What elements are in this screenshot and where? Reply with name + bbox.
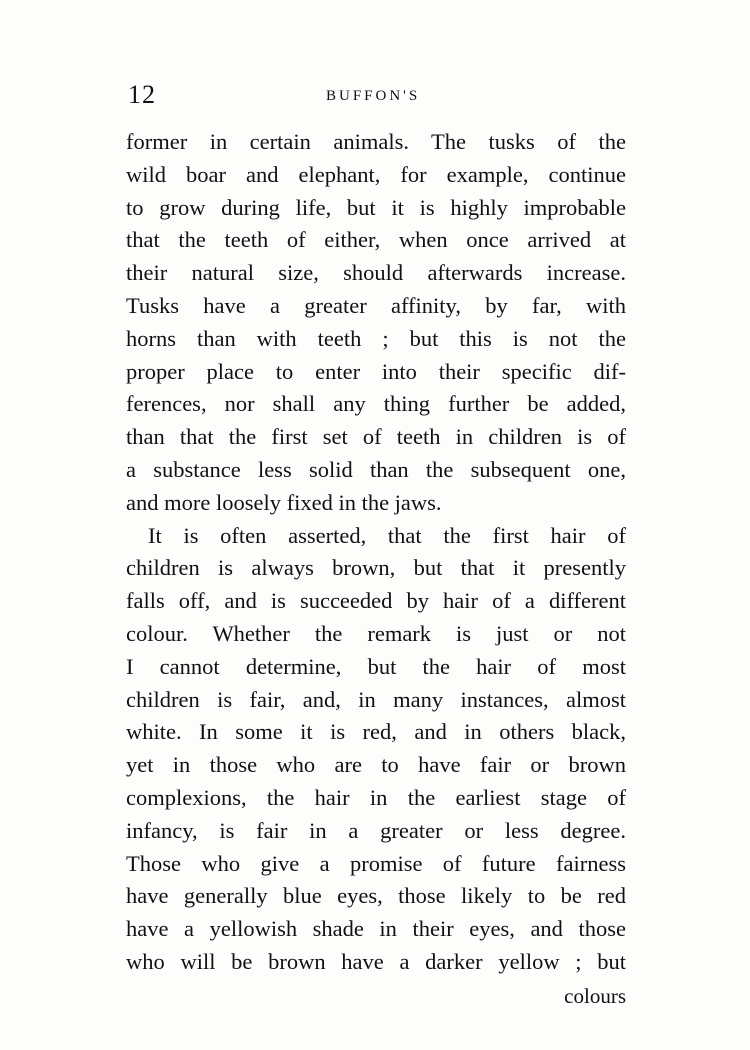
text-line: have generally blue eyes, those likely to be red	[126, 883, 626, 909]
text-line: their natural size, should afterwards increase.	[126, 260, 626, 286]
text-line: complexions, the hair in the earliest stage of	[126, 784, 626, 810]
text-line: to grow during life, but it is highly improbable	[126, 194, 626, 220]
text-line: that the teeth of either, when once arrived at	[126, 227, 626, 253]
text-line: have a yellowish shade in their eyes, and those	[126, 916, 626, 942]
text-line: Tusks have a greater affinity, by far, with	[126, 292, 626, 318]
running-head: BUFFON'S	[326, 88, 421, 104]
text-line: children is fair, and, in many instances, almost	[126, 686, 626, 712]
text-line: proper place to enter into their specific dif-	[126, 358, 626, 384]
text-line: and more loosely fixed in the jaws.	[126, 489, 442, 515]
page-header	[128, 80, 628, 120]
text-line: former in certain animals. The tusks of the	[126, 129, 626, 154]
text-line: wild boar and elephant, for example, continue	[126, 161, 626, 187]
text-line: than that the first set of teeth in children is of	[126, 424, 626, 450]
text-line: infancy, is fair in a greater or less degree.	[126, 817, 626, 843]
page-number: 12	[128, 80, 156, 109]
text-line: yet in those who are to have fair or brown	[126, 752, 626, 778]
text-line: children is always brown, but that it presently	[126, 555, 626, 581]
text-line: I cannot determine, but the hair of most	[126, 653, 626, 679]
text-line: horns than with teeth ; but this is not the	[126, 325, 626, 351]
text-line: ferences, nor shall any thing further be added,	[126, 391, 626, 417]
body-text	[126, 126, 626, 979]
text-line: It is often asserted, that the first hair of	[148, 522, 626, 548]
text-line: white. In some it is red, and in others black,	[126, 719, 626, 745]
text-line: colour. Whether the remark is just or not	[126, 620, 626, 646]
text-line: Those who give a promise of future fairness	[126, 850, 626, 876]
text-line: falls off, and is succeeded by hair of a different	[126, 588, 626, 614]
text-line: a substance less solid than the subsequent one,	[126, 456, 626, 482]
paragraph-2	[126, 520, 626, 979]
text-line: who will be brown have a darker yellow ; but	[126, 948, 626, 974]
catchword: colours	[564, 984, 626, 1008]
paragraph-1	[126, 126, 626, 520]
